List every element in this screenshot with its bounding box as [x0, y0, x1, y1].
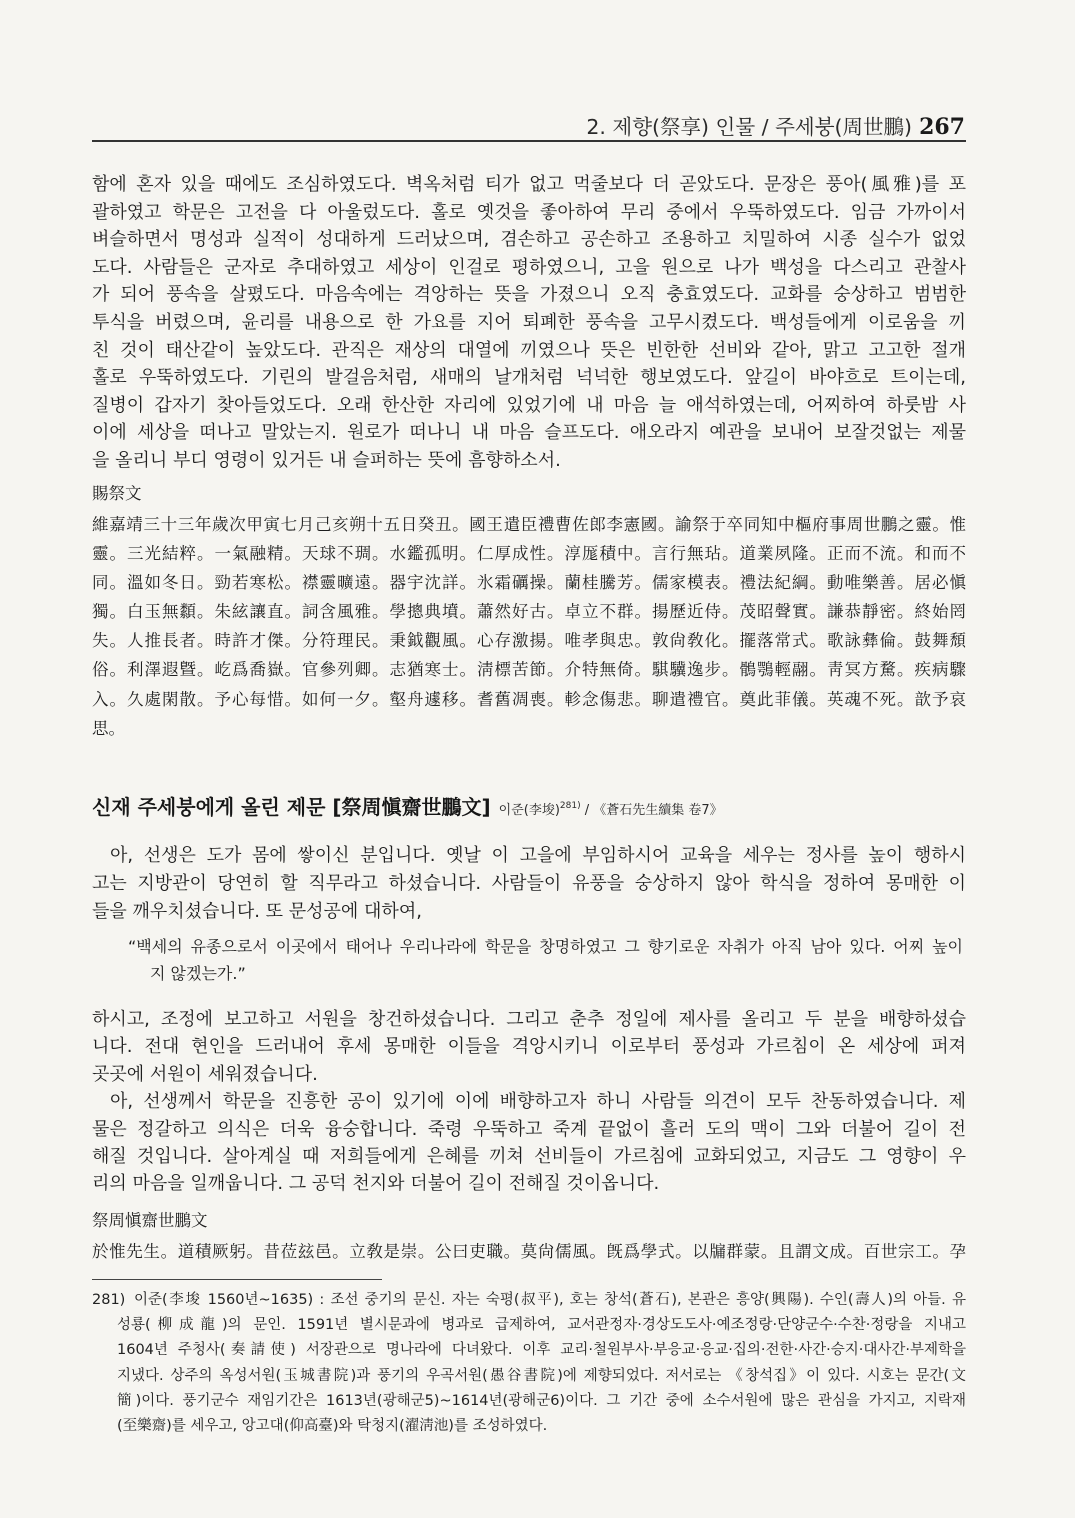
classical-line: 俗。利澤遐曁。屹爲喬嶽。官參列卿。志猶寒士。淸標苦節。介特無倚。騏驥逸步。鶻鶚輕翮。靑冥方騖。疾病驟 [92, 660, 966, 680]
text-line: 함에 혼자 있을 때에도 조심하였도다. 벽옥처럼 티가 없고 먹줄보다 더 곧았도다. 문장은 풍아(風雅)를 포 [92, 174, 966, 195]
translation-paragraph [92, 842, 966, 926]
footnote-line: 簡)이다. 풍기군수 재임기간은 1613년(광해군5)~1614년(광해군6)이다. 그 기간 중에 소수서원에 많은 관심을 가지고, 지락재 [117, 1393, 966, 1410]
footnote-reference: 281) [559, 801, 581, 811]
header-rule [92, 140, 966, 142]
text-line: 괄하였고 학문은 고전을 다 아울렀도다. 홀로 옛것을 좋아하여 무리 중에서 우뚝하였도다. 임금 가까이서 [92, 201, 966, 223]
footnote-marker: 281) [92, 1291, 126, 1308]
text-line: 들을 깨우치셨습니다. 또 문성공에 대하여, [92, 901, 422, 922]
footnote-line: (至樂齋)를 세우고, 앙고대(仰高臺)와 탁청지(濯淸池)를 조성하였다. [117, 1418, 548, 1435]
passage-continuation [92, 171, 966, 475]
text-line: 투식을 버렸으며, 윤리를 내용으로 한 가요를 지어 퇴폐한 풍속을 고무시켰도다. 백성들에게 이로움을 끼 [92, 311, 966, 333]
text-line: 도다. 사람들은 군자로 추대하였고 세상이 인걸로 평하였으니, 고을 원으로 나가 백성을 다스리고 관찰사 [92, 256, 966, 278]
text-line: 니다. 전대 현인을 드러내어 후세 몽매한 이들을 격앙시키니 이로부터 풍성과 가르침이 온 세상에 퍼져 [92, 1036, 966, 1058]
classical-line: 入。久處閑散。予心每惜。如何一夕。壑舟遽移。耆舊凋喪。軫念傷悲。聊遣禮官。奠此菲儀。英魂不死。歆予哀 [92, 689, 966, 709]
text-line: 아, 선생께서 학문을 진흥한 공이 있기에 이에 배향하고자 하니 사람들 의견이 모두 찬동하였습니다. 제 [110, 1091, 966, 1113]
block-quote [128, 933, 963, 987]
text-line: 하시고, 조정에 보고하고 서원을 창건하셨습니다. 그리고 춘추 정일에 제사를 올리고 두 분을 배향하셨습 [92, 1009, 966, 1030]
classical-line: 失。人推長者。時許才傑。分符理民。秉鉞觀風。心存激揚。唯孝與忠。敦尙敎化。擺落常式。歌詠彝倫。鼓舞頹 [92, 631, 966, 651]
section-title: 신재 주세붕에게 올린 제문 [祭周愼齋世鵬文] [92, 795, 491, 819]
translation-paragraphs [92, 1006, 966, 1198]
text-line: 질병이 갑자기 찾아들었도다. 오래 한산한 자리에 있었기에 내 마음 늘 애석하였는데, 어찌하여 하룻밤 사 [92, 394, 966, 416]
footnote-line: 성룡(柳成龍)의 문인. 1591년 별시문과에 병과로 급제하여, 교서관정자·경상도도사·예조정랑·단양군수·수찬·정랑을 지내고 [117, 1316, 966, 1333]
classical-line: 思。 [92, 718, 125, 738]
section-source [499, 803, 723, 818]
footnote-line: 1604년 주청사(奏請使) 서장관으로 명나라에 다녀왔다. 이후 교리·철원부사·부응교·응교·집의·전한·사간·승지·대사간·부제학을 [117, 1342, 966, 1359]
text-line: 물은 정갈하고 의식은 더욱 융숭합니다. 죽령 우뚝하고 죽계 끝없이 흘러 도의 맥이 그와 더불어 길이 전 [92, 1118, 966, 1140]
footnote-rule [92, 1279, 382, 1280]
section-author: 이준(李埈) [498, 803, 560, 818]
text-line: 친 것이 태산같이 높았도다. 관직은 재상의 대열에 끼였으나 뜻은 빈한한 선비와 같아, 맑고 고고한 절개 [92, 339, 966, 361]
text-line: 가 되어 풍속을 살폈도다. 마음속에는 격앙하는 뜻을 가졌으니 오직 충효였도다. 교화를 숭상하고 범범한 [92, 284, 966, 306]
text-line: 아, 선생은 도가 몸에 쌓이신 분입니다. 옛날 이 고을에 부임하시어 교육을 세우는 정사를 높이 행하시 [110, 845, 966, 866]
text-line: 홀로 우뚝하였도다. 기린의 발걸음처럼, 새매의 날개처럼 넉넉한 행보였도다. 앞길이 바야흐로 트이는데, [92, 367, 966, 389]
section-heading [92, 790, 966, 822]
royal-eulogy-title: 賜祭文 [92, 484, 142, 503]
original-text [92, 1237, 966, 1266]
royal-eulogy-text [92, 510, 966, 744]
page-number: 267 [919, 114, 965, 140]
running-header-title: 2. 제향(祭享) 인물 / 주세붕(周世鵬) [586, 115, 912, 139]
original-title: 祭周愼齋世鵬文 [92, 1211, 208, 1230]
classical-line: 靈。三光結粹。一氣融精。天球不琱。水鑑孤明。仁厚成性。淳厖積中。言行無玷。道業夙隆。正而不流。和而不 [92, 543, 966, 563]
quote-line: 지 않겠는가.” [150, 963, 246, 983]
text-line: 해질 것입니다. 살아계실 때 저희들에게 은혜를 끼쳐 선비들이 가르침에 교화되었고, 지금도 그 영향이 우 [92, 1145, 966, 1167]
classical-line: 於惟先生。道積厥躬。昔莅玆邑。立敎是崇。公曰吏職。莫尙儒風。旣爲學式。以牖群蒙。且謂文成。百世宗工。孕 [92, 1242, 966, 1261]
text-line: 이에 세상을 떠나고 말았는지. 원로가 떠나니 내 마음 슬프도다. 애오라지 예관을 보내어 보잘것없는 제물 [92, 422, 966, 444]
classical-line: 維嘉靖三十三年歲次甲寅七月己亥朔十五日癸丑。國王遣臣禮曹佐郎李憲國。諭祭于卒同知中樞府事周世鵬之靈。惟 [92, 514, 966, 534]
text-line: 을 올리니 부디 영령이 있거든 내 슬퍼하는 뜻에 흠향하소서. [92, 449, 561, 471]
footnote-line: 이준(李埈 1560년~1635) : 조선 중기의 문신. 자는 숙평(叔平), 호는 창석(蒼石), 본관은 흥양(興陽). 수인(壽人)의 아들. 유 [134, 1291, 966, 1308]
text-line: 고는 지방관이 당연히 할 직무라고 하셨습니다. 사람들이 유풍을 숭상하지 않아 학식을 정하여 몽매한 이 [92, 873, 966, 894]
classical-line: 獨。白玉無纇。朱絃讓直。詞含風雅。學摠典墳。蕭然好古。卓立不群。揚歷近侍。茂昭聲實。謙恭靜密。終始罔 [92, 602, 966, 622]
text-line: 곳곳에 서원이 세워졌습니다. [92, 1063, 318, 1085]
footnote-line: 지냈다. 상주의 옥성서원(玉城書院)과 풍기의 우곡서원(愚谷書院)에 제향되었다. 저서로는 《창석집》이 있다. 시호는 문간(文 [117, 1367, 966, 1384]
classical-line: 同。溫如冬日。勁若寒松。襟靈曠遠。器宇沈詳。氷霜礪操。蘭桂騰芳。儒家模表。禮法紀綱。動唯樂善。居必愼 [92, 572, 966, 592]
text-line: 리의 마음을 일깨웁니다. 그 공덕 천지와 더불어 길이 전해질 것이옵니다. [92, 1173, 660, 1195]
quote-line: “백세의 유종으로서 이곳에서 태어나 우리나라에 학문을 창명하였고 그 향기로운 자취가 아직 남아 있다. 어찌 높이 [128, 936, 963, 956]
text-line: 벼슬하면서 명성과 실적이 성대하게 드러났으며, 겸손하고 공손하고 조용하고 치밀하여 시종 실수가 없었 [92, 229, 966, 251]
footnote [92, 1288, 966, 1440]
source-citation: / 《蒼石先生續集 卷7》 [580, 803, 723, 818]
